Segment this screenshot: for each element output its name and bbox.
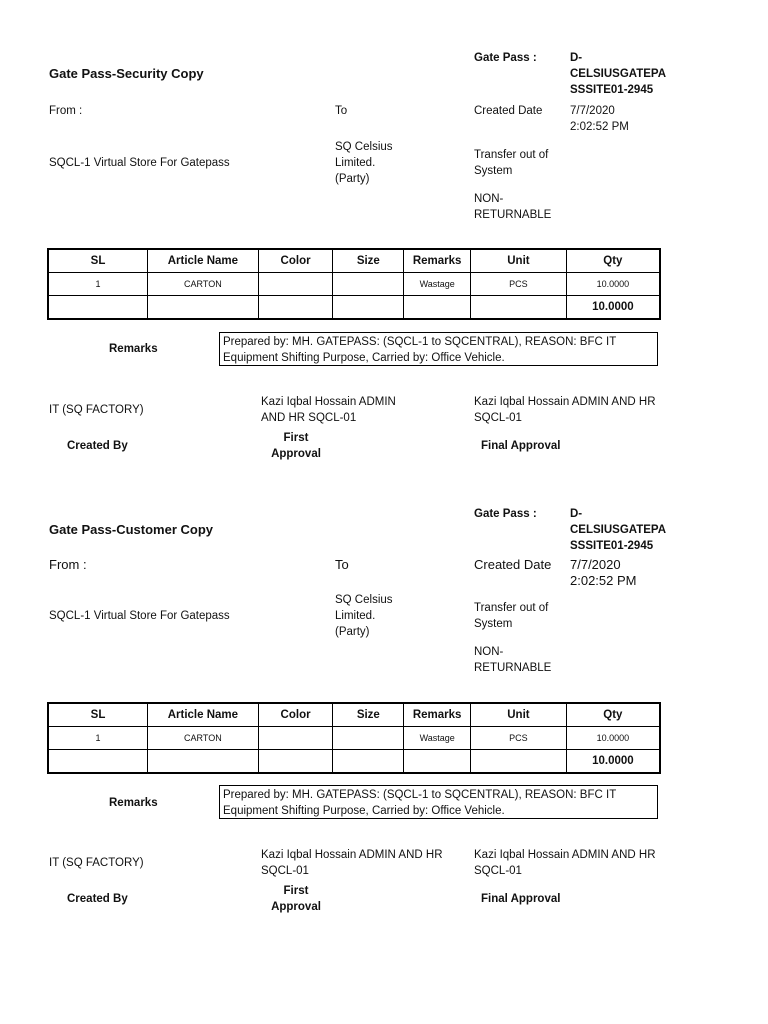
- column-header: Color: [258, 703, 333, 727]
- table-row: [48, 273, 660, 296]
- table-total-row: [48, 296, 660, 320]
- table-cell: [471, 296, 567, 320]
- first-approval-name-line: Kazi Iqbal Hossain ADMIN AND HR: [261, 849, 443, 861]
- first-approval-label-line: Approval: [271, 901, 321, 913]
- final-approval-name-line: Kazi Iqbal Hossain ADMIN AND HR: [474, 396, 656, 408]
- gate-pass-label: Gate Pass :: [474, 52, 537, 64]
- to-label: To: [335, 557, 349, 572]
- table-cell: Wastage: [404, 727, 471, 750]
- table-cell: CARTON: [148, 727, 259, 750]
- created-date-value: [570, 557, 637, 589]
- created-date-line: 7/7/2020: [570, 557, 621, 572]
- returnable-status: [474, 191, 551, 223]
- column-header: Remarks: [404, 703, 471, 727]
- to-label: To: [335, 105, 348, 117]
- table-cell: [48, 296, 148, 320]
- created-date-line: 2:02:52 PM: [570, 573, 637, 588]
- remarks-label: Remarks: [109, 797, 158, 809]
- table-cell: [258, 727, 333, 750]
- transfer-type: [474, 600, 548, 632]
- gate-pass-number-line: SSSITE01-2945: [570, 540, 654, 552]
- table-cell: [404, 750, 471, 774]
- final-approval-name-line: SQCL-01: [474, 412, 522, 424]
- copy-title: Gate Pass-Customer Copy: [49, 522, 213, 537]
- table-cell: [333, 273, 404, 296]
- to-value-line: SQ Celsius: [335, 141, 393, 153]
- table-cell: CARTON: [148, 273, 259, 296]
- table-cell: [148, 296, 259, 320]
- final-approval-name: [474, 394, 656, 426]
- to-value-line: (Party): [335, 173, 370, 185]
- to-value-line: Limited.: [335, 157, 376, 169]
- transfer-type-line: System: [474, 165, 513, 177]
- returnable-status-line: NON-: [474, 646, 504, 658]
- first-approval-name: [261, 847, 443, 879]
- gate-pass-security-copy: [0, 0, 768, 480]
- created-date-line: 7/7/2020: [570, 105, 615, 117]
- gate-pass-number-line: CELSIUSGATEPA: [570, 524, 667, 536]
- table-total-row: [48, 750, 660, 774]
- column-header: Remarks: [404, 249, 471, 273]
- table-cell: [258, 750, 333, 774]
- transfer-type: [474, 147, 548, 179]
- to-value: [335, 139, 393, 187]
- table-cell: [471, 750, 567, 774]
- gate-pass-number-line: SSSITE01-2945: [570, 84, 654, 96]
- table-cell: 10.0000: [566, 273, 660, 296]
- first-approval-label: [271, 883, 321, 915]
- remarks-text: Prepared by: MH. GATEPASS: (SQCL-1 to SQCENTRAL), REASON: BFC IT Equipment Shifting Purpose, Carried by: Office Vehicle.: [219, 785, 658, 819]
- total-qty: 10.0000: [566, 750, 660, 774]
- first-approval-label-line: First: [283, 885, 309, 897]
- created-date-line: 2:02:52 PM: [570, 121, 629, 133]
- first-approval-name-line: SQCL-01: [261, 865, 309, 877]
- final-approval-label: Final Approval: [481, 440, 561, 452]
- created-date-label: Created Date: [474, 105, 543, 117]
- items-table: [47, 702, 661, 774]
- column-header: Article Name: [148, 249, 259, 273]
- to-value-line: Limited.: [335, 610, 376, 622]
- first-approval-name-line: Kazi Iqbal Hossain ADMIN: [261, 396, 396, 408]
- column-header: Unit: [471, 249, 567, 273]
- gate-pass-label: Gate Pass :: [474, 508, 537, 520]
- table-header-row: [48, 703, 660, 727]
- gate-pass-customer-copy: [0, 454, 768, 934]
- transfer-type-line: Transfer out of: [474, 602, 549, 614]
- table-cell: [404, 296, 471, 320]
- table-cell: [333, 296, 404, 320]
- column-header: Qty: [566, 249, 660, 273]
- gate-pass-number: [570, 50, 666, 98]
- returnable-status-line: RETURNABLE: [474, 209, 552, 221]
- table-row: [48, 727, 660, 750]
- table-cell: [258, 296, 333, 320]
- table-cell: 1: [48, 727, 148, 750]
- final-approval-name-line: SQCL-01: [474, 865, 522, 877]
- final-approval-name-line: Kazi Iqbal Hossain ADMIN AND HR: [474, 849, 656, 861]
- final-approval-label: Final Approval: [481, 893, 561, 905]
- created-date-value: [570, 103, 629, 135]
- returnable-status: [474, 644, 551, 676]
- column-header: Unit: [471, 703, 567, 727]
- transfer-type-line: System: [474, 618, 513, 630]
- table-cell: Wastage: [404, 273, 471, 296]
- column-header: Color: [258, 249, 333, 273]
- table-cell: [48, 750, 148, 774]
- to-value-line: (Party): [335, 626, 370, 638]
- table-cell: [148, 750, 259, 774]
- gate-pass-number: [570, 506, 666, 554]
- table-cell: PCS: [471, 273, 567, 296]
- gate-pass-number-line: D-: [570, 508, 583, 520]
- table-cell: [258, 273, 333, 296]
- column-header: Qty: [566, 703, 660, 727]
- created-date-label: Created Date: [474, 557, 552, 572]
- table-cell: 10.0000: [566, 727, 660, 750]
- remarks-label: Remarks: [109, 343, 158, 355]
- from-label: From :: [49, 105, 83, 117]
- final-approval-name: [474, 847, 656, 879]
- returnable-status-line: RETURNABLE: [474, 662, 552, 674]
- total-qty: 10.0000: [566, 296, 660, 320]
- column-header: Size: [333, 249, 404, 273]
- table-cell: [333, 727, 404, 750]
- from-value: SQCL-1 Virtual Store For Gatepass: [49, 610, 230, 622]
- returnable-status-line: NON-: [474, 193, 504, 205]
- gate-pass-number-line: D-: [570, 52, 583, 64]
- from-value: SQCL-1 Virtual Store For Gatepass: [49, 157, 230, 169]
- remarks-text: Prepared by: MH. GATEPASS: (SQCL-1 to SQCENTRAL), REASON: BFC IT Equipment Shifting Purpose, Carried by: Office Vehicle.: [219, 332, 658, 366]
- column-header: Article Name: [148, 703, 259, 727]
- transfer-type-line: Transfer out of: [474, 149, 549, 161]
- created-by-label: Created By: [67, 893, 128, 905]
- copy-title: Gate Pass-Security Copy: [49, 66, 204, 81]
- table-cell: 1: [48, 273, 148, 296]
- table-cell: [333, 750, 404, 774]
- table-header-row: [48, 249, 660, 273]
- gate-pass-number-line: CELSIUSGATEPA: [570, 68, 667, 80]
- table-cell: PCS: [471, 727, 567, 750]
- from-label: From :: [49, 557, 87, 572]
- created-by-label: Created By: [67, 440, 128, 452]
- created-by-name: IT (SQ FACTORY): [49, 857, 144, 869]
- first-approval-name: [261, 394, 396, 426]
- to-value: [335, 592, 393, 640]
- first-approval-name-line: AND HR SQCL-01: [261, 412, 357, 424]
- first-approval-label-line: First: [283, 432, 309, 444]
- column-header: SL: [48, 703, 148, 727]
- column-header: SL: [48, 249, 148, 273]
- to-value-line: SQ Celsius: [335, 594, 393, 606]
- items-table: [47, 248, 661, 320]
- first-approval-label-line: Approval: [271, 448, 321, 460]
- column-header: Size: [333, 703, 404, 727]
- created-by-name: IT (SQ FACTORY): [49, 404, 144, 416]
